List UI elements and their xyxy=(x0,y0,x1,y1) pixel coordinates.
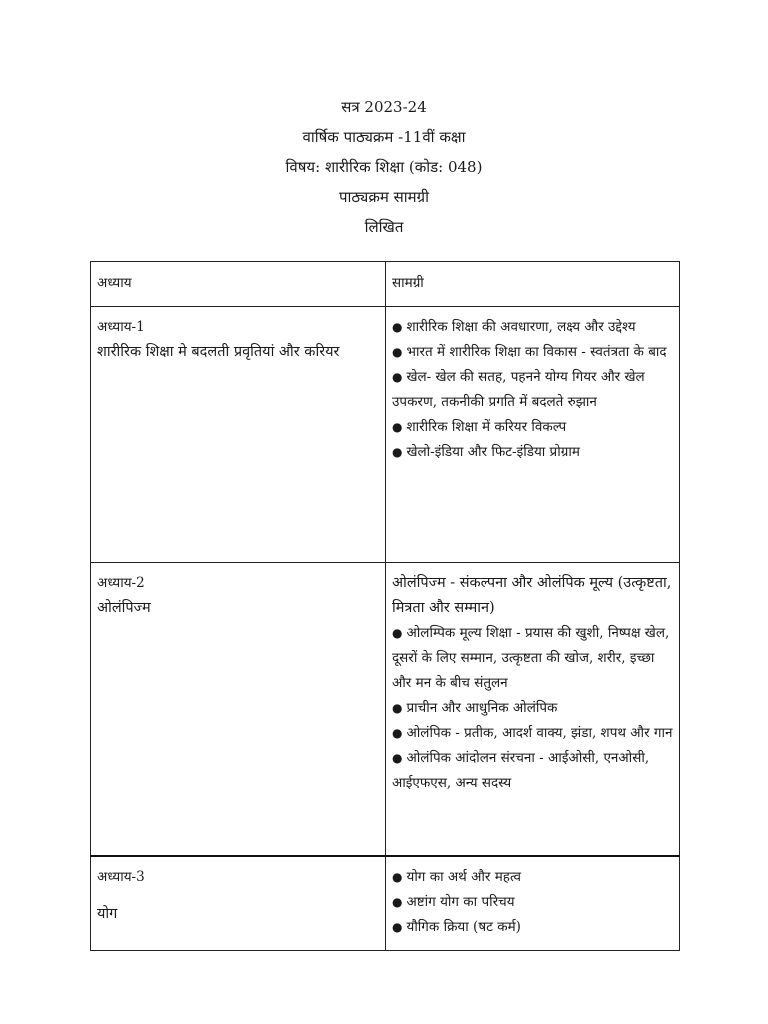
table-row xyxy=(91,856,680,951)
curriculum-line: वार्षिक पाठ्यक्रम -11वीं कक्षा xyxy=(302,128,466,146)
list-item: ● यौगिक क्रिया (षट कर्म) xyxy=(392,919,521,935)
table-row xyxy=(91,563,680,857)
list-item: ● ओलम्पिक मूल्य शिक्षा - प्रयास की खुशी, निष्पक्ष खेल, दूसरों के लिए सम्मान, उत्कृष्टता की खोज, शरीर, इच्छा और मन के बीच संतुलन xyxy=(392,625,670,691)
chapter-name: ओलंपिज्म xyxy=(97,600,151,616)
document-header xyxy=(0,92,768,242)
chapter-cell xyxy=(91,856,386,951)
bullet-icon: ● xyxy=(392,420,403,434)
list-item: ● प्राचीन और आधुनिक ओलंपिक xyxy=(392,700,558,716)
bullet-icon: ● xyxy=(392,626,403,640)
bullet-icon: ● xyxy=(392,895,403,909)
session-line: सत्र 2023-24 xyxy=(341,98,427,116)
bullet-icon: ● xyxy=(392,345,403,359)
subject-line: विषय: शारीरिक शिक्षा (कोड: 048) xyxy=(285,158,483,176)
bullet-icon: ● xyxy=(392,445,403,459)
bullet-icon: ● xyxy=(392,726,403,740)
content-cell xyxy=(386,856,680,951)
bullet-icon: ● xyxy=(392,751,403,765)
chapter-number: अध्याय-2 xyxy=(97,575,145,591)
list-item: ● भारत में शारीरिक शिक्षा का विकास - स्वतंत्रता के बाद xyxy=(392,344,667,360)
chapter-number: अध्याय-3 xyxy=(97,869,145,885)
chapter-name: योग xyxy=(97,906,118,922)
content-cell xyxy=(386,563,680,857)
chapter-cell xyxy=(91,307,386,563)
list-item: ● खेलो-इंडिया और फिट-इंडिया प्रोग्राम xyxy=(392,444,580,460)
bullet-icon: ● xyxy=(392,370,403,384)
bullet-icon: ● xyxy=(392,920,403,934)
list-item: ● ओलंपिक आंदोलन संरचना - आईओसी, एनओसी, आईएफएस, अन्य सदस्य xyxy=(392,750,650,791)
list-item: ● अष्टांग योग का परिचय xyxy=(392,894,515,910)
list-item: ● ओलंपिक - प्रतीक, आदर्श वाक्य, झंडा, शपथ और गान xyxy=(392,725,673,741)
list-item: ● शारीरिक शिक्षा की अवधारणा, लक्ष्य और उद्देश्य xyxy=(392,319,636,335)
content-cell xyxy=(386,307,680,563)
table-row xyxy=(91,307,680,563)
mode-line: लिखित xyxy=(364,218,404,236)
chapter-name: शारीरिक शिक्षा मे बदलती प्रवृतियां और करियर xyxy=(97,344,340,360)
table-header-row xyxy=(91,262,680,307)
bullet-icon: ● xyxy=(392,870,403,884)
list-item: ● शारीरिक शिक्षा में करियर विकल्प xyxy=(392,419,567,435)
chapter-number: अध्याय-1 xyxy=(97,319,145,335)
column-header-chapter: अध्याय xyxy=(91,262,386,307)
syllabus-table xyxy=(90,261,680,951)
bullet-icon: ● xyxy=(392,701,403,715)
bullet-icon: ● xyxy=(392,320,403,334)
list-item: ● योग का अर्थ और महत्व xyxy=(392,869,522,885)
column-header-content: सामग्री xyxy=(386,262,680,307)
list-item: ● खेल- खेल की सतह, पहनने योग्य गियर और खेल उपकरण, तकनीकी प्रगति में बदलते रुझान xyxy=(392,369,645,410)
material-line: पाठ्यक्रम सामग्री xyxy=(339,188,429,206)
chapter-cell xyxy=(91,563,386,857)
content-lead: ओलंपिज्म - संकल्पना और ओलंपिक मूल्य (उत्कृष्टता, मित्रता और सम्मान) xyxy=(392,575,672,616)
